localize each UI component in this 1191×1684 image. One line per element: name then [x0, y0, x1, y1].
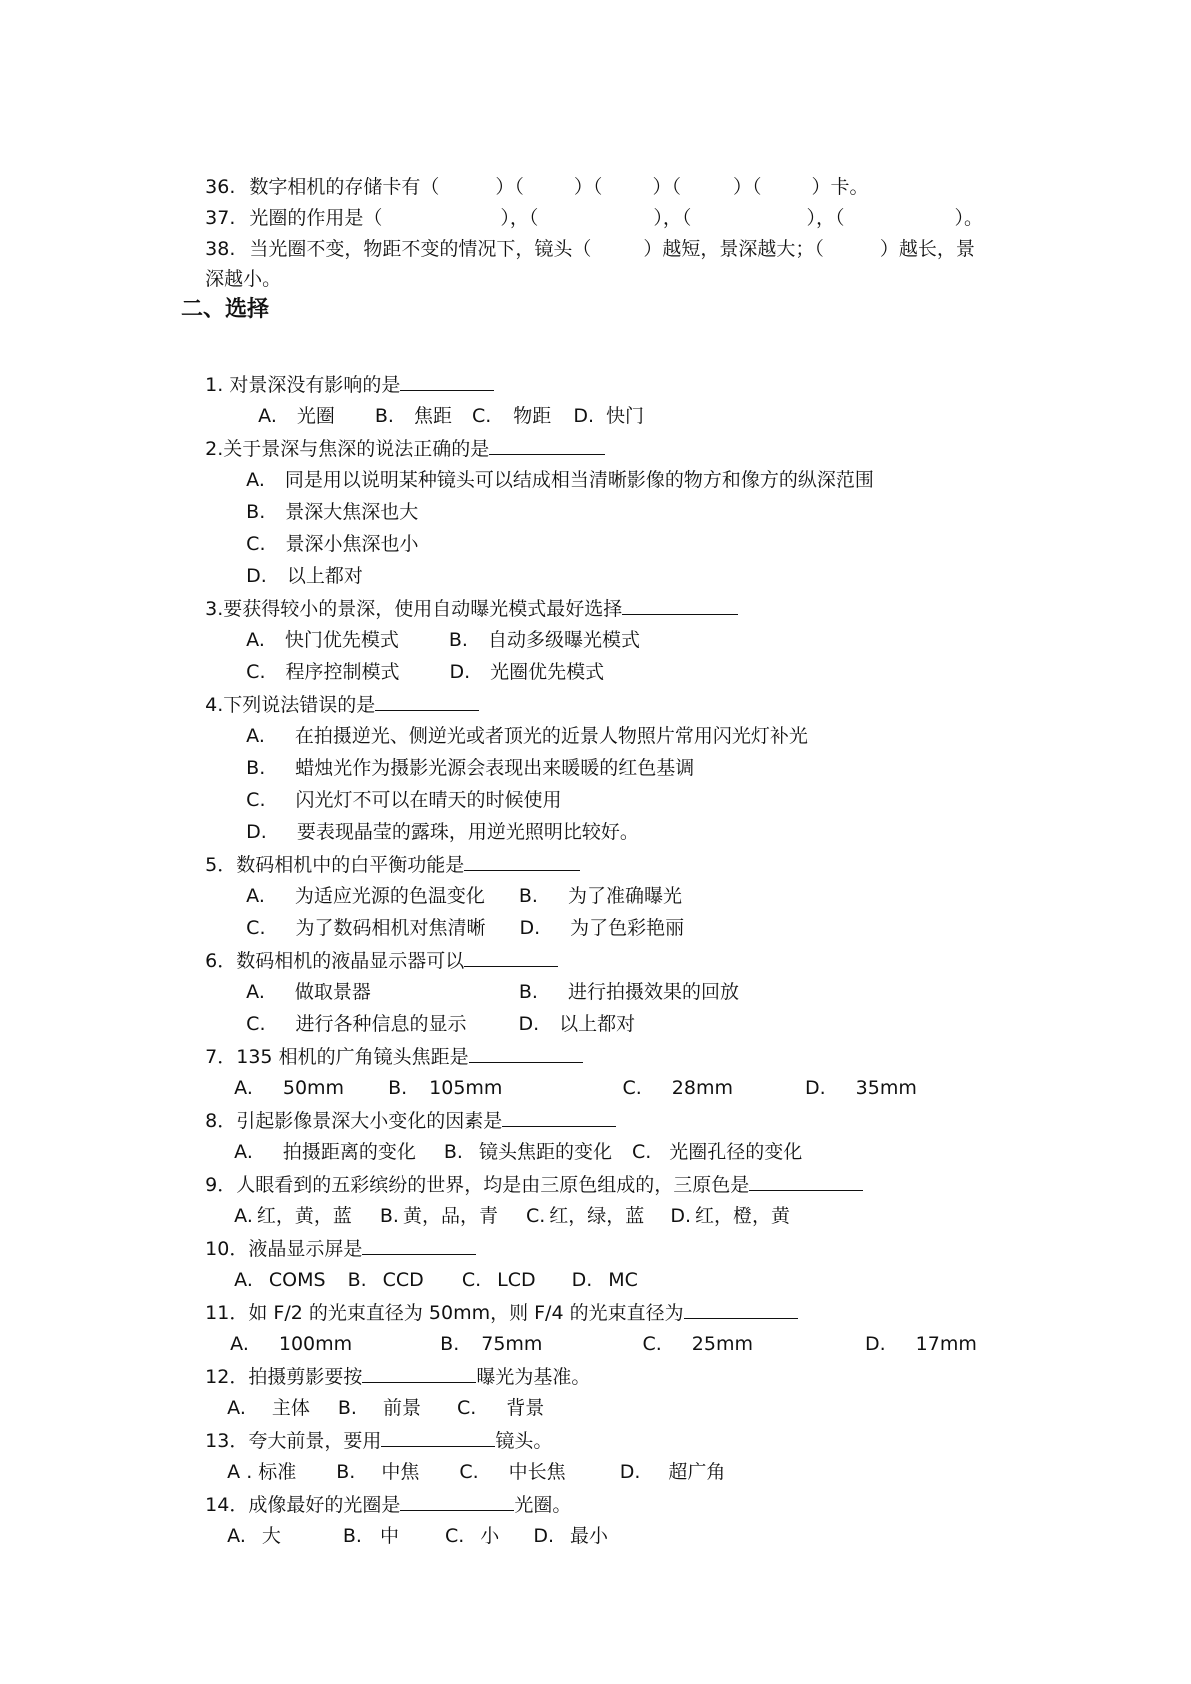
option-letter: A. [234, 1141, 253, 1163]
option-letter: D. [804, 1077, 826, 1099]
question-stem: 10．液晶显示屏是 [205, 1238, 363, 1260]
option-text: 快门 [605, 405, 644, 427]
option-letter: C. [246, 789, 266, 811]
option-text: 以上都对 [286, 565, 363, 587]
option-letter: D. [670, 1205, 691, 1227]
option-text: 红，橙，黄 [694, 1205, 790, 1227]
option-text: 拍摄距离的变化 [282, 1141, 416, 1163]
option-letter: B. [342, 1525, 362, 1547]
option-text: 为了准确曝光 [567, 885, 682, 907]
option-text: COMS [268, 1269, 326, 1291]
option-letter: B. [246, 757, 266, 779]
option-letter: B. [443, 1141, 463, 1163]
question-stem: 3.要获得较小的景深，使用自动曝光模式最好选择 [205, 598, 623, 620]
option-text: 在拍摄逆光、侧逆光或者顶光的近景人物照片常用闪光灯补光 [294, 725, 808, 747]
option-text: 镜头焦距的变化 [478, 1141, 612, 1163]
option-letter: A. [258, 405, 277, 427]
option-text: 小 [480, 1525, 500, 1547]
question-text: ），（ [500, 207, 539, 229]
option-text: 光圈优先模式 [490, 661, 605, 683]
question-text: 数字相机的存储卡有（ [249, 176, 440, 198]
option-text: 为了数码相机对焦清晰 [295, 917, 486, 939]
option-letter: D. [864, 1333, 886, 1355]
option-text: 做取景器 [294, 981, 371, 1003]
option-letter: A. [246, 629, 265, 651]
option-letter: A. [227, 1525, 246, 1547]
option-text: 闪光灯不可以在晴天的时候使用 [295, 789, 562, 811]
option-text: 中长焦 [508, 1461, 566, 1483]
question-tail: 光圈。 [514, 1494, 572, 1516]
option-letter: C. [246, 661, 266, 683]
option-letter: D. [246, 821, 267, 843]
option-text: 标准 [258, 1461, 297, 1483]
option-letter: C. [444, 1525, 465, 1547]
option-letter: C. [246, 533, 266, 555]
question-text: ）（ [573, 176, 603, 198]
option-text: 17mm [915, 1333, 977, 1355]
question-text: 当光圈不变，物距不变的情况下，镜头（ [249, 238, 592, 260]
question-number: 36. [205, 176, 236, 198]
option-text: 背景 [506, 1397, 545, 1419]
option-text: 蜡烛光作为摄影光源会表现出来暖暖的红色基调 [295, 757, 695, 779]
option-letter: C. [456, 1397, 477, 1419]
question-stem: 7．135 相机的广角镜头焦距是 [205, 1046, 469, 1068]
option-text: 景深小焦深也小 [285, 533, 419, 555]
option-text: 最小 [569, 1525, 608, 1547]
option-letter: D. [619, 1461, 641, 1483]
option-letter: D. [573, 405, 594, 427]
question-number: 38. [205, 238, 236, 260]
option-text: 25mm [691, 1333, 753, 1355]
question-stem: 14．成像最好的光圈是 [205, 1494, 401, 1516]
question-text: ），（ [653, 207, 692, 229]
question-text: 深越小。 [205, 268, 282, 290]
option-text: 光圈孔径的变化 [669, 1141, 803, 1163]
option-letter: D. [533, 1525, 554, 1547]
option-text: 物距 [513, 405, 552, 427]
option-letter: C. [461, 1269, 482, 1291]
section-title: 二、选择 [181, 297, 270, 322]
option-letter: A. [246, 725, 265, 747]
option-text: LCD [497, 1269, 536, 1291]
question-stem: 11．如 F/2 的光束直径为 50mm，则 F/4 的光束直径为 [205, 1302, 684, 1324]
options-row [203, 1500, 608, 1572]
option-letter: B. [518, 981, 538, 1003]
option-text: 红，黄，蓝 [256, 1205, 352, 1227]
option-letter: B. [440, 1333, 460, 1355]
option-text: 程序控制模式 [285, 661, 400, 683]
option-letter: B. [337, 1397, 357, 1419]
question-number: 37. [205, 207, 236, 229]
question-text: ）（ [652, 176, 681, 198]
option-letter: B. [246, 501, 266, 523]
option-text: 中焦 [381, 1461, 420, 1483]
option-letter: A. [234, 1269, 253, 1291]
option-text: 超广角 [668, 1461, 726, 1483]
option-text: 红，绿，蓝 [549, 1205, 645, 1227]
option-letter: A. [234, 1077, 253, 1099]
option-letter: C. [471, 405, 492, 427]
option-letter: C. [631, 1141, 652, 1163]
option-text: 28mm [671, 1077, 733, 1099]
option-letter: B. [518, 885, 538, 907]
option-text: 景深大焦深也大 [285, 501, 419, 523]
question-text: ）越长，景 [879, 238, 975, 260]
option-letter: A. [246, 885, 265, 907]
question-stem: 9．人眼看到的五彩缤纷的世界，均是由三原色组成的，三原色是 [205, 1174, 750, 1196]
option-letter: D. [449, 661, 471, 683]
option-text: 同是用以说明某种镜头可以结成相当清晰影像的物方和像方的纵深范围 [284, 469, 874, 491]
option-letter: C. [642, 1333, 662, 1355]
option-text: 中 [379, 1525, 399, 1547]
option-letter: B. [388, 1077, 408, 1099]
option-text: 35mm [855, 1077, 917, 1099]
question-tail: 曝光为基准。 [476, 1366, 591, 1388]
option-text: 为适应光源的色温变化 [294, 885, 485, 907]
option-letter: B. [448, 629, 468, 651]
option-text: MC [608, 1269, 638, 1291]
option-letter: A. [246, 981, 265, 1003]
option-letter: A . [227, 1461, 253, 1483]
question-text: ）越短，景深越大；（ [643, 238, 824, 260]
option-letter: A. [227, 1397, 246, 1419]
option-letter: B. [379, 1205, 399, 1227]
question-stem: 2.关于景深与焦深的说法正确的是 [205, 438, 490, 460]
option-letter: D. [519, 917, 541, 939]
option-letter: B. [374, 405, 394, 427]
option-text: 为了色彩艳丽 [570, 917, 685, 939]
option-text: 50mm [282, 1077, 345, 1099]
question-text: 光圈的作用是（ [249, 207, 383, 229]
option-letter: C. [459, 1461, 479, 1483]
option-letter: B. [347, 1269, 367, 1291]
option-text: CCD [382, 1269, 424, 1291]
option-text: 快门优先模式 [284, 629, 399, 651]
option-text: 要表现晶莹的露珠，用逆光照明比较好。 [296, 821, 639, 843]
option-text: 105mm [429, 1077, 503, 1099]
option-text: 光圈 [296, 405, 335, 427]
option-letter: A. [246, 469, 265, 491]
option-letter: D. [571, 1269, 593, 1291]
option-letter: D. [246, 565, 267, 587]
option-letter: C. [622, 1077, 642, 1099]
option-text: 主体 [271, 1397, 310, 1419]
question-stem: 1. 对景深没有影响的是 [205, 374, 401, 396]
question-stem: 5．数码相机中的白平衡功能是 [205, 854, 465, 876]
fill-question-38 [181, 213, 975, 285]
option-letter: A. [230, 1333, 249, 1355]
option-text: 以上都对 [559, 1013, 636, 1035]
question-stem: 6．数码相机的液晶显示器可以 [205, 950, 465, 972]
question-stem: 12．拍摄剪影要按 [205, 1366, 363, 1388]
option-text: 进行拍摄效果的回放 [567, 981, 739, 1003]
option-letter: D. [518, 1013, 540, 1035]
question-text: ）卡。 [811, 176, 869, 198]
question-text: ），（ [806, 207, 845, 229]
option-text: 大 [261, 1525, 281, 1547]
question-stem: 13．夸大前景，要用 [205, 1430, 382, 1452]
option-text: 黄，品，青 [402, 1205, 498, 1227]
option-letter: C. [246, 1013, 266, 1035]
option-text: 进行各种信息的显示 [295, 1013, 467, 1035]
question-stem: 4.下列说法错误的是 [205, 694, 376, 716]
question-text: ）。 [954, 207, 983, 229]
question-text: ）（ [732, 176, 762, 198]
question-stem: 8．引起影像景深大小变化的因素是 [205, 1110, 503, 1132]
option-letter: A. [234, 1205, 253, 1227]
question-tail: 镜头。 [495, 1430, 553, 1452]
option-text: 自动多级曝光模式 [487, 629, 640, 651]
option-letter: B. [336, 1461, 356, 1483]
option-letter: C. [525, 1205, 546, 1227]
option-text: 75mm [481, 1333, 543, 1355]
question-text: ）（ [495, 176, 524, 198]
option-text: 焦距 [413, 405, 452, 427]
option-letter: C. [246, 917, 266, 939]
option-text: 100mm [278, 1333, 353, 1355]
option-text: 前景 [382, 1397, 421, 1419]
